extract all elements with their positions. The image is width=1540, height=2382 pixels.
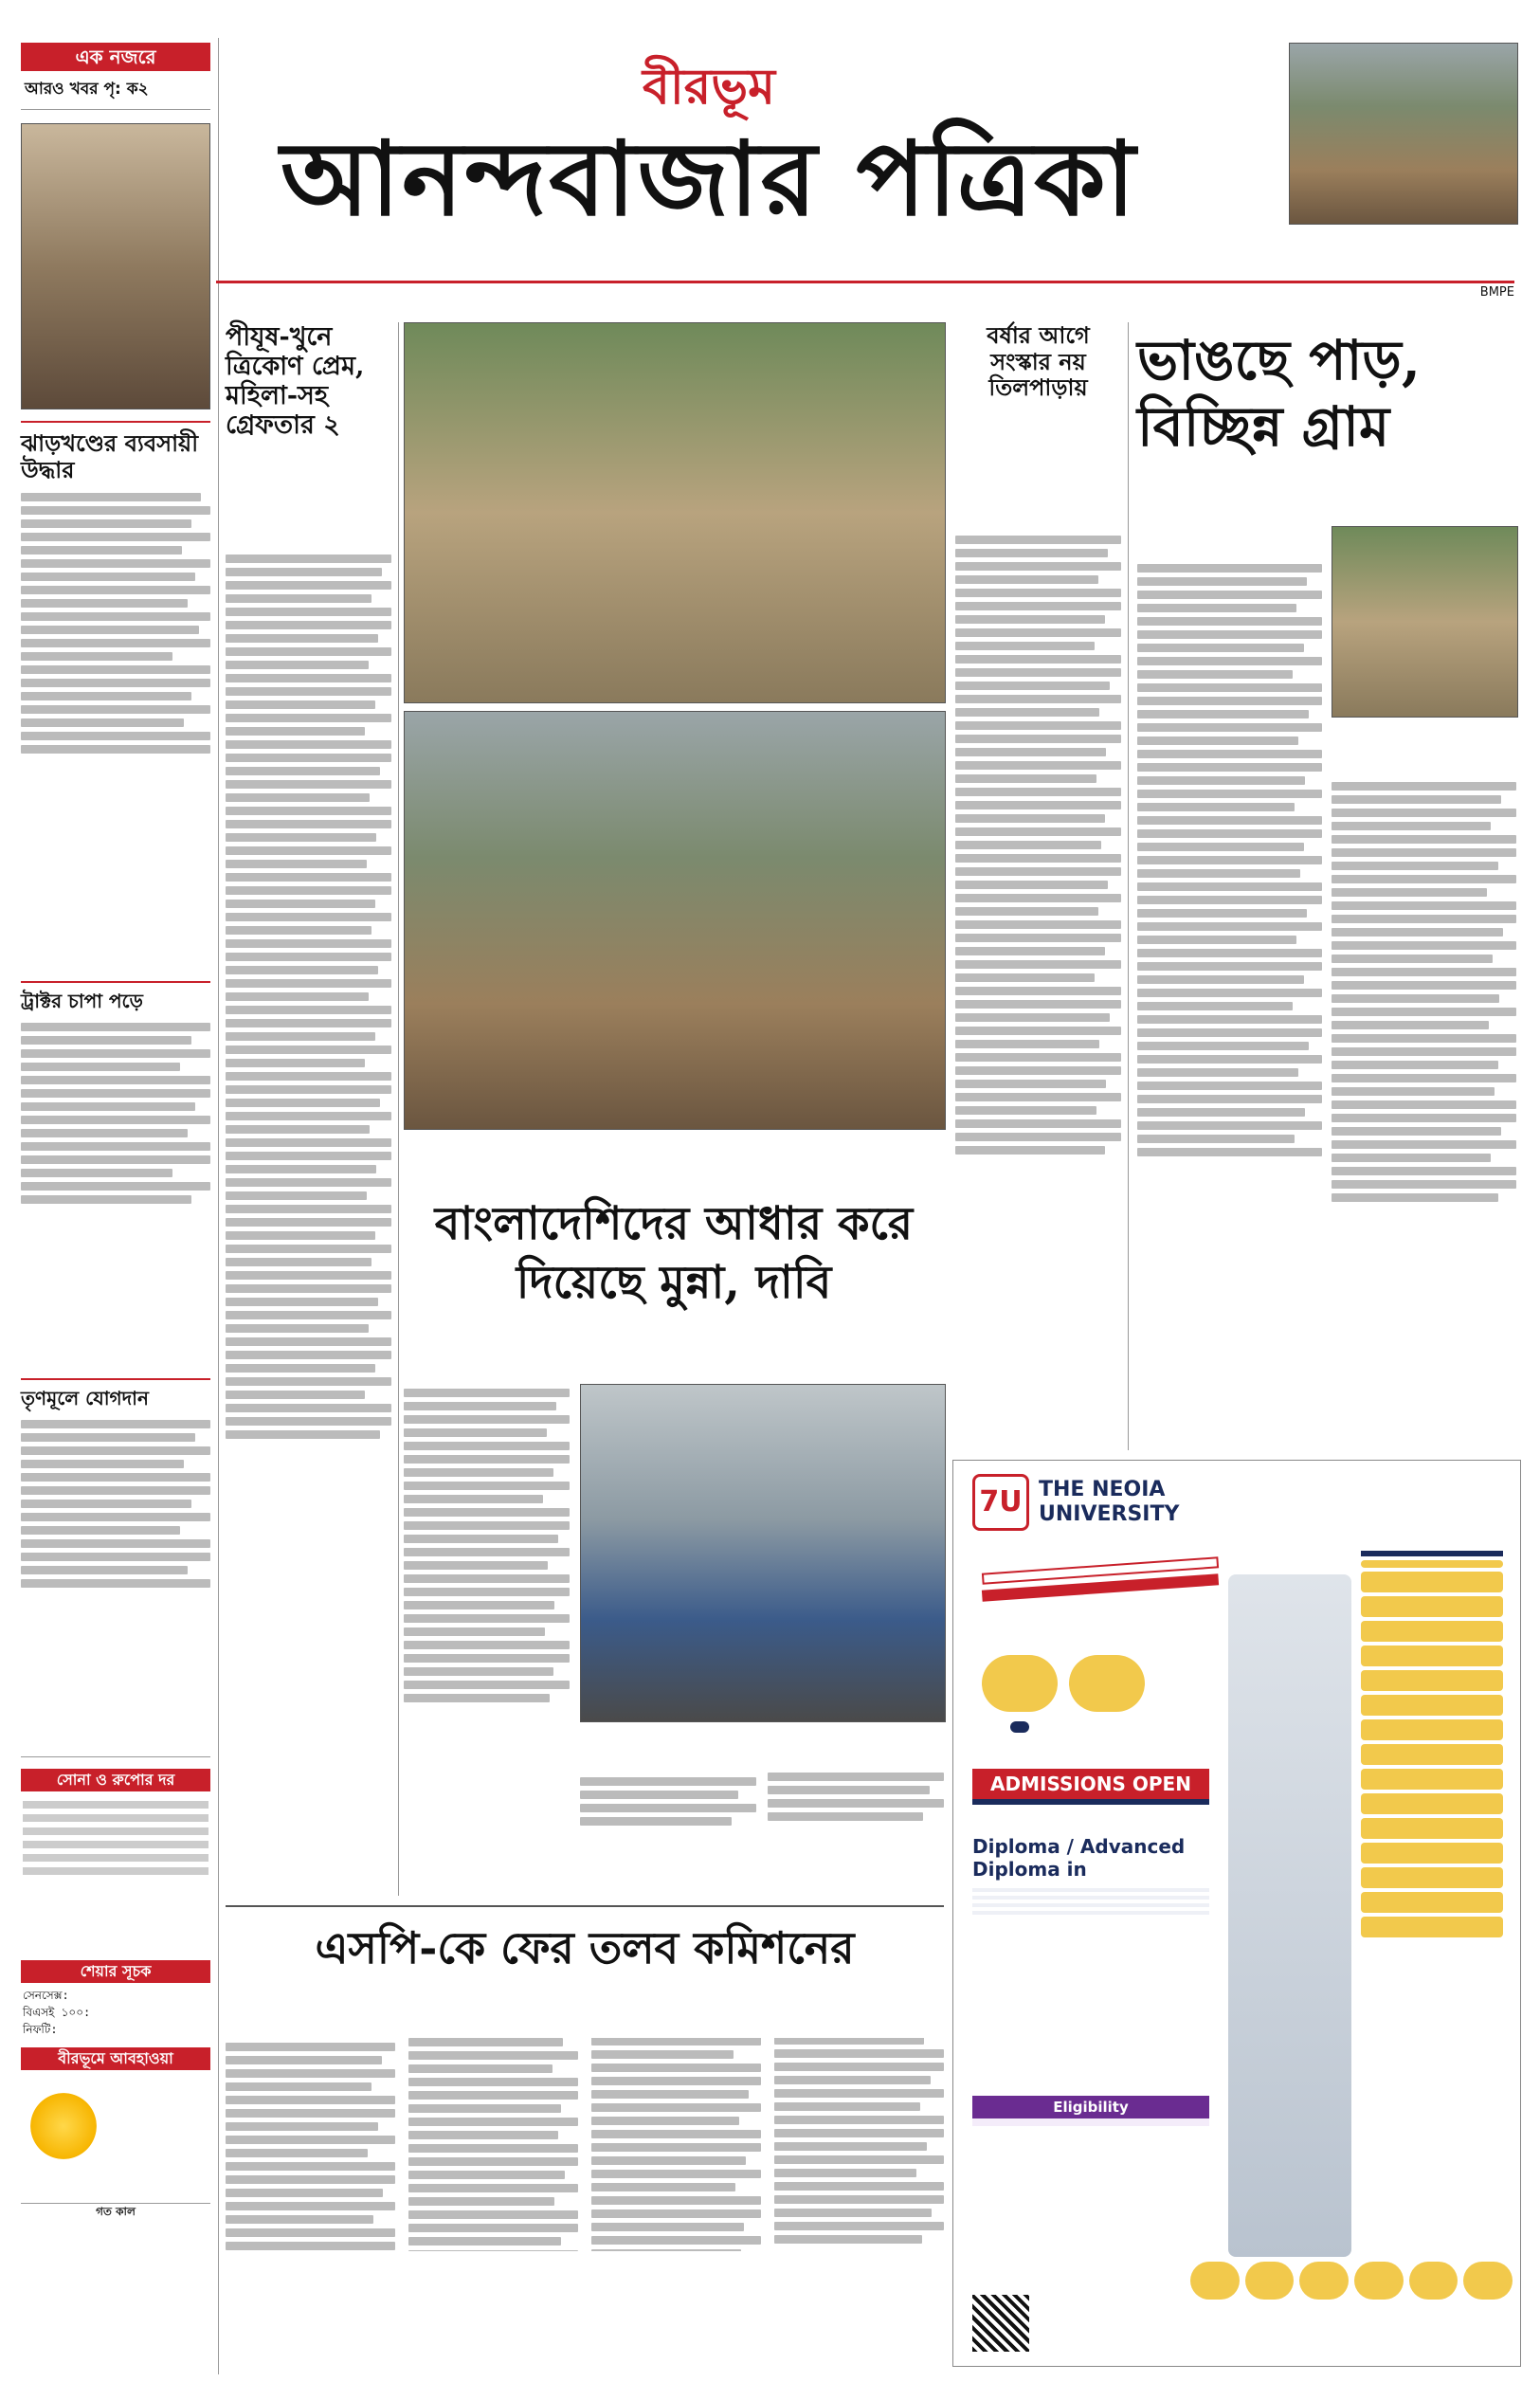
ad-session xyxy=(972,1799,1209,1805)
qr-code-icon[interactable] xyxy=(972,2295,1029,2352)
column-rule xyxy=(398,322,399,1896)
ad-program[interactable] xyxy=(972,1903,1209,1907)
story-erosion-body-col2 xyxy=(1332,777,1516,1450)
ad-model-photo xyxy=(1228,1574,1351,2257)
story-triangle xyxy=(226,322,391,449)
center-photo-top xyxy=(404,322,946,703)
story-tilpara-headline[interactable]: বর্ষার আগে সংস্কার নয় তিলপাড়ায় xyxy=(987,321,1090,402)
market-table xyxy=(21,1983,210,2042)
ad-program[interactable] xyxy=(972,1896,1209,1900)
ad-tagline-block xyxy=(982,1565,1219,1593)
ad-eligibility-text xyxy=(972,2118,1209,2126)
column-rule xyxy=(1128,322,1129,1450)
placement-badge xyxy=(982,1655,1058,1712)
companies-badge xyxy=(1069,1655,1145,1712)
dateline xyxy=(216,281,1514,300)
sidebar-footer-note xyxy=(21,1756,210,1763)
story-bangladesh xyxy=(404,1194,944,1318)
sidebar-story1-headline[interactable]: ঝাড়খণ্ডের ব্যবসায়ী উদ্ধার xyxy=(21,429,199,483)
story-tilpara xyxy=(955,322,1121,410)
ad-diploma-block xyxy=(972,1835,1209,1918)
sidebar-story3-body xyxy=(21,1415,210,1756)
center-photo-bottom xyxy=(404,711,946,1130)
index-item[interactable]: আরও খবর পৃ: ক২ xyxy=(21,71,210,110)
ad-other-courses-title xyxy=(1361,1551,1503,1556)
ad-program[interactable] xyxy=(972,1888,1209,1892)
ad-stat xyxy=(1190,2262,1240,2300)
bangladesh-story-photo xyxy=(580,1384,946,1722)
salary-badge xyxy=(1010,1721,1029,1733)
ad-other-courses xyxy=(1361,1551,1503,1941)
masthead-title[interactable]: আনন্দবাজার পত্রিকা xyxy=(281,119,1137,239)
sidebar xyxy=(21,43,210,2374)
ad-brand-block xyxy=(972,1474,1238,1535)
story-erosion-headline[interactable]: ভাঙছে পাড়, বিচ্ছিন্ন গ্রাম xyxy=(1137,328,1422,459)
market-row xyxy=(23,2021,208,2038)
story-erosion-body-col1 xyxy=(1137,559,1322,1450)
ad-eligibility-block xyxy=(972,2096,1209,2132)
story-sp-body xyxy=(226,2038,944,2370)
story-sp xyxy=(226,1919,944,1976)
ad-diploma-title: Diploma / Advanced Diploma in xyxy=(972,1835,1186,1881)
erosion-photo xyxy=(1332,526,1518,718)
story-bangladesh-body-col2 xyxy=(580,1773,944,1896)
sidebar-story2-headline[interactable]: ট্রাক্টর চাপা পড়ে xyxy=(21,990,143,1013)
column-rule xyxy=(218,38,219,2374)
story-triangle-body-col1 xyxy=(226,550,391,1896)
ad-program-list xyxy=(972,1888,1209,1915)
market-label: নিফটি: xyxy=(23,2023,58,2037)
ad-brand: THE NEOIA UNIVERSITY xyxy=(1039,1478,1180,1526)
ad-program[interactable] xyxy=(972,1911,1209,1915)
story-bangladesh-body-col1 xyxy=(404,1384,570,1896)
sun-icon xyxy=(30,2093,97,2159)
index-lines xyxy=(21,110,210,118)
market-label: সেনসেক্স: xyxy=(23,1989,69,2003)
at-a-glance-header: এক নজরে xyxy=(21,43,210,71)
sidebar-story3-headline[interactable]: তৃণমূলে যোগদান xyxy=(21,1387,149,1410)
story-triangle-headline[interactable]: পীযূষ-খুনে ত্রিকোণ প্রেম, মহিলা-সহ গ্রেফতার ২ xyxy=(226,322,365,441)
masthead-region: বীরভূম xyxy=(642,58,776,116)
masthead xyxy=(216,57,1202,241)
weather-header: বীরভূমে আবহাওয়া xyxy=(21,2047,210,2070)
ad-stat-badges xyxy=(982,1655,1145,1712)
market-row xyxy=(23,1987,208,2004)
sidebar-story2-body xyxy=(21,1018,210,1378)
story-tilpara-body xyxy=(955,531,1121,1450)
weather-last-label: গত কাল xyxy=(21,2203,210,2220)
ad-stats-row xyxy=(1190,2262,1513,2300)
gold-rate-table xyxy=(21,1791,210,1960)
gold-rate-header: সোনা ও রুপোর দর xyxy=(21,1769,210,1791)
advertisement[interactable] xyxy=(952,1460,1521,2367)
story-erosion xyxy=(1137,327,1516,471)
weather-table xyxy=(21,2220,210,2224)
story-sp-headline[interactable]: এসপি-কে ফের তলব কমিশনের xyxy=(315,1922,855,1973)
university-logo-icon: 7U xyxy=(972,1474,1029,1531)
market-row xyxy=(23,2004,208,2021)
edition-code: BMPE xyxy=(1479,285,1514,300)
story-sp-meta xyxy=(226,1986,391,1988)
section-rule xyxy=(226,1905,944,1907)
sidebar-photo xyxy=(21,123,210,409)
top-right-photo xyxy=(1289,43,1518,225)
ad-course-button[interactable] xyxy=(1361,1560,1503,1568)
market-label: বিএসই ১০০: xyxy=(23,2006,91,2020)
ad-admissions[interactable]: ADMISSIONS OPEN xyxy=(972,1769,1209,1799)
market-header: শেয়ার সূচক xyxy=(21,1960,210,1983)
weather-box xyxy=(21,2070,210,2203)
story-bangladesh-headline[interactable]: বাংলাদেশিদের আধার করে দিয়েছে মুন্না, দাবি xyxy=(434,1197,914,1309)
ad-eligibility-title: Eligibility xyxy=(972,2096,1209,2118)
sidebar-photo-caption xyxy=(21,409,210,421)
sidebar-story1-body xyxy=(21,488,210,981)
